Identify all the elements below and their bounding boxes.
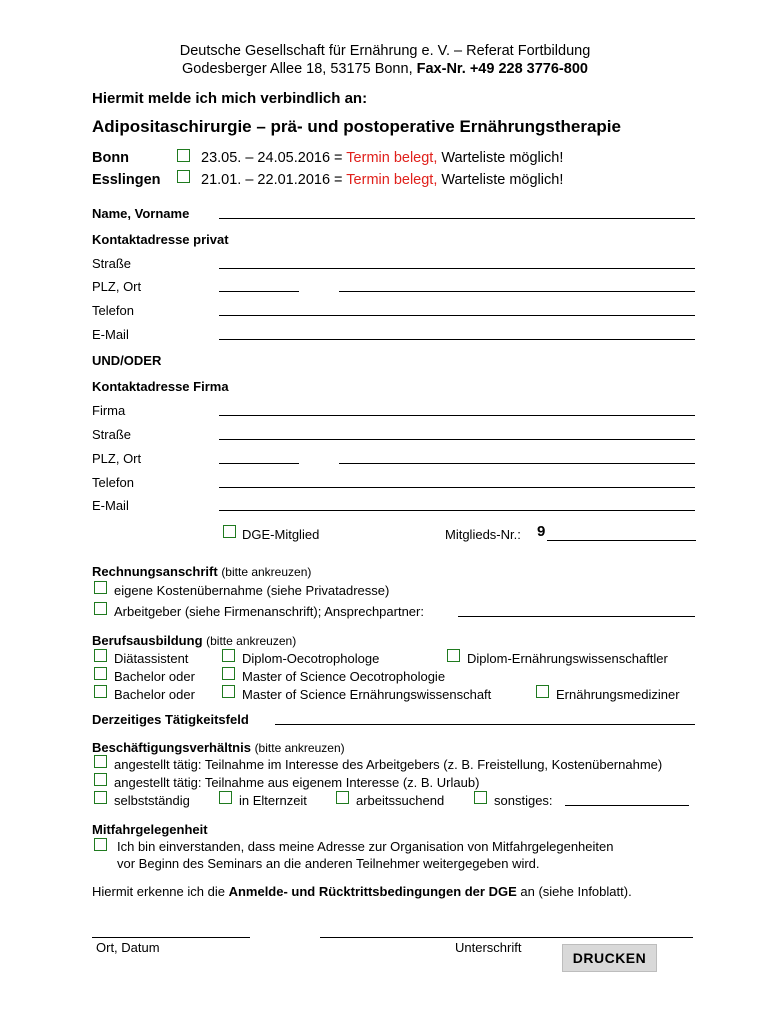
company-firm-label: Firma: [92, 403, 126, 418]
member-number-field[interactable]: [547, 540, 696, 541]
employment-option: selbstständig: [114, 793, 190, 808]
billing-private-label: eigene Kostenübernahme (siehe Privatadresse): [114, 583, 390, 598]
status-text: Termin belegt,: [346, 150, 438, 166]
private-email-label: E-Mail: [92, 327, 129, 342]
employment-option: sonstiges:: [494, 793, 553, 808]
employment-heading-row: [92, 740, 345, 755]
waitlist-note: Warteliste möglich!: [441, 172, 564, 188]
checkbox-diaetassistent[interactable]: [94, 649, 107, 662]
billing-heading: Rechnungsanschrift: [92, 564, 218, 579]
date-row-esslingen: [201, 172, 563, 188]
private-email-field[interactable]: [219, 339, 695, 340]
city-bonn: Bonn: [92, 150, 130, 166]
dge-member-label: DGE-Mitglied: [242, 527, 320, 542]
place-date-field[interactable]: [92, 937, 250, 938]
status-text: Termin belegt,: [346, 172, 438, 188]
company-email-field[interactable]: [219, 510, 695, 511]
current-field-input[interactable]: [275, 724, 695, 725]
billing-heading-row: [92, 564, 311, 579]
date-row-bonn: [201, 150, 563, 166]
private-street-label: Straße: [92, 256, 132, 271]
fax-number: Fax-Nr. +49 228 3776-800: [416, 61, 588, 77]
checkbox-bonn[interactable]: [177, 149, 190, 162]
member-number-value: 9: [537, 523, 546, 540]
name-label: Name, Vorname: [92, 206, 190, 221]
company-street-field[interactable]: [219, 439, 695, 440]
checkbox-employed-own[interactable]: [94, 773, 107, 786]
training-option: Diplom-Oecotrophologe: [242, 651, 380, 666]
course-title: Adipositaschirurgie – prä- und postoperative Ernährungstherapie: [92, 117, 621, 136]
company-plz-field[interactable]: [219, 463, 299, 464]
checkbox-job-seeking[interactable]: [336, 791, 349, 804]
checkbox-master-ernaehrungswissenschaft[interactable]: [222, 685, 235, 698]
training-heading: Berufsausbildung: [92, 633, 203, 648]
terms-text: [92, 884, 632, 899]
contact-person-field[interactable]: [458, 616, 695, 617]
checkbox-diplom-ernaehrungswissenschaftler[interactable]: [447, 649, 460, 662]
training-option: Master of Science Oecotrophologie: [242, 669, 446, 684]
carpool-heading: Mitfahrgelegenheit: [92, 822, 208, 837]
waitlist-note: Warteliste möglich!: [441, 150, 564, 166]
other-field[interactable]: [565, 805, 689, 806]
date-range: 21.01. – 22.01.2016 =: [201, 172, 343, 188]
private-street-field[interactable]: [219, 268, 695, 269]
training-option: Diätassistent: [114, 651, 189, 666]
checkbox-employed-employer[interactable]: [94, 755, 107, 768]
terms-suffix: an (siehe Infoblatt).: [520, 884, 632, 899]
terms-prefix: Hiermit erkenne ich die: [92, 884, 225, 899]
checkbox-diplom-oecotrophologe[interactable]: [222, 649, 235, 662]
checkbox-master-oecotrophologie[interactable]: [222, 667, 235, 680]
checkbox-esslingen[interactable]: [177, 170, 190, 183]
training-heading-row: [92, 633, 296, 648]
city-esslingen: Esslingen: [92, 172, 161, 188]
private-phone-label: Telefon: [92, 303, 134, 318]
employment-option: in Elternzeit: [239, 793, 307, 808]
checkbox-carpool[interactable]: [94, 838, 107, 851]
signature-label: Unterschrift: [455, 940, 522, 955]
checkbox-bachelor-2[interactable]: [94, 685, 107, 698]
current-field-label: Derzeitiges Tätigkeitsfeld: [92, 712, 249, 727]
private-plz-field[interactable]: [219, 291, 299, 292]
checkbox-parental-leave[interactable]: [219, 791, 232, 804]
checkbox-billing-private[interactable]: [94, 581, 107, 594]
company-street-label: Straße: [92, 427, 132, 442]
private-heading: Kontaktadresse privat: [92, 232, 229, 247]
terms-bold: Anmelde- und Rücktrittsbedingungen der DGE: [228, 884, 517, 899]
employment-option: arbeitssuchend: [356, 793, 445, 808]
name-field[interactable]: [219, 218, 695, 219]
employment-option: angestellt tätig: Teilnahme im Interesse des Arbeitgebers (z. B. Freistellung, Kostenübernahme): [114, 757, 663, 772]
intro-text: Hiermit melde ich mich verbindlich an:: [92, 90, 368, 107]
employment-hint: (bitte ankreuzen): [254, 741, 345, 755]
carpool-text-2: vor Beginn des Seminars an die anderen Teilnehmer weitergegeben wird.: [117, 856, 540, 871]
training-option: Bachelor oder: [114, 687, 195, 702]
company-phone-label: Telefon: [92, 475, 134, 490]
org-header-line1: Deutsche Gesellschaft für Ernährung e. V. – Referat Fortbildung: [179, 43, 591, 59]
org-header-line2: [0, 61, 770, 77]
checkbox-bachelor-1[interactable]: [94, 667, 107, 680]
training-hint: (bitte ankreuzen): [206, 634, 297, 648]
checkbox-billing-employer[interactable]: [94, 602, 107, 615]
training-option: Diplom-Ernährungswissenschaftler: [467, 651, 668, 666]
company-heading: Kontaktadresse Firma: [92, 379, 229, 394]
checkbox-other[interactable]: [474, 791, 487, 804]
company-phone-field[interactable]: [219, 487, 695, 488]
checkbox-self-employed[interactable]: [94, 791, 107, 804]
und-oder-label: UND/ODER: [92, 353, 162, 368]
member-number-label: Mitglieds-Nr.:: [445, 527, 521, 542]
place-date-label: Ort, Datum: [96, 940, 160, 955]
private-city-field[interactable]: [339, 291, 695, 292]
company-email-label: E-Mail: [92, 498, 129, 513]
training-option: Master of Science Ernährungswissenschaft: [242, 687, 492, 702]
billing-hint: (bitte ankreuzen): [221, 565, 312, 579]
employment-heading: Beschäftigungsverhältnis: [92, 740, 251, 755]
company-firm-field[interactable]: [219, 415, 695, 416]
training-option: Ernährungsmediziner: [556, 687, 680, 702]
date-range: 23.05. – 24.05.2016 =: [201, 150, 343, 166]
checkbox-ernaehrungsmediziner[interactable]: [536, 685, 549, 698]
company-city-field[interactable]: [339, 463, 695, 464]
billing-employer-label: Arbeitgeber (siehe Firmenanschrift); Ansprechpartner:: [114, 604, 424, 619]
company-plz-label: PLZ, Ort: [92, 451, 142, 466]
carpool-text-1: Ich bin einverstanden, dass meine Adresse zur Organisation von Mitfahrgelegenheiten: [117, 839, 614, 854]
training-option: Bachelor oder: [114, 669, 195, 684]
checkbox-dge-member[interactable]: [223, 525, 236, 538]
employment-option: angestellt tätig: Teilnahme aus eigenem Interesse (z. B. Urlaub): [114, 775, 480, 790]
private-plz-label: PLZ, Ort: [92, 279, 142, 294]
print-button[interactable]: DRUCKEN: [562, 944, 657, 972]
org-address: Godesberger Allee 18, 53175 Bonn,: [182, 61, 413, 77]
private-phone-field[interactable]: [219, 315, 695, 316]
signature-field[interactable]: [320, 937, 693, 938]
